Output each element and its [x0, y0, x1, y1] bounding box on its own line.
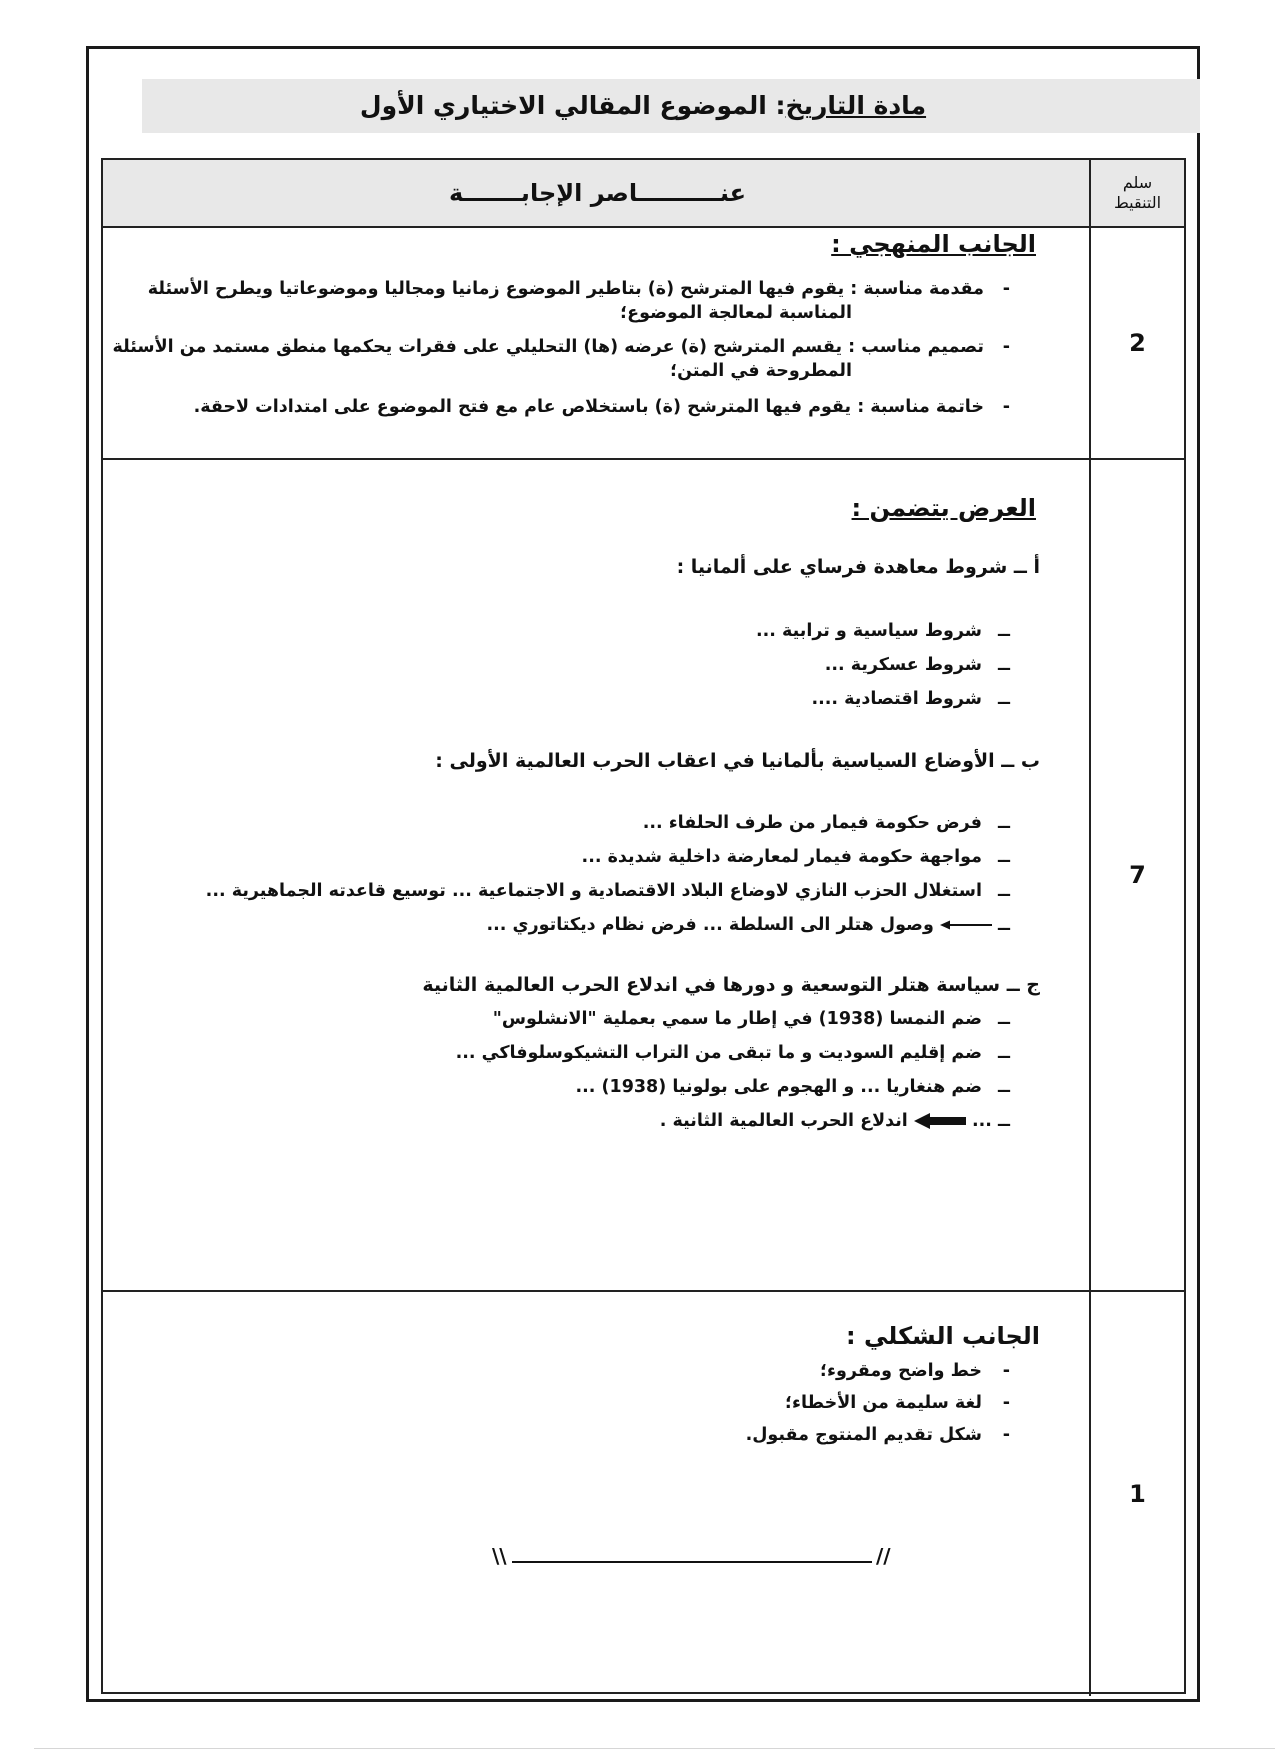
section-a-label: أ ــ شروط معاهدة فرساي على ألمانيا : [676, 556, 1040, 578]
section-c-item-3-dash: ــ [998, 1077, 1010, 1097]
table-header-row [103, 160, 1184, 228]
methodology-score: 2 [1089, 228, 1184, 458]
section-b-item-4-dash: ــ [998, 915, 1010, 935]
form-title: الجانب الشكلي : [846, 1322, 1040, 1350]
bold-arrow-left-icon [914, 1113, 966, 1129]
form-score: 1 [1089, 1292, 1184, 1696]
section-a-item-1-dash: ــ [998, 621, 1010, 641]
methodology-content [103, 228, 1092, 458]
section-c-item-3: ضم هنغاريا ... و الهجوم على بولونيا (1938) ... [575, 1077, 982, 1097]
arrow-left-icon [940, 920, 992, 930]
answer-elements-header [103, 160, 1092, 226]
answer-table [101, 158, 1186, 1694]
end-mark [492, 1544, 892, 1568]
score-header [1089, 160, 1184, 226]
form-item-1-dash: - [1002, 1361, 1010, 1381]
presentation-content [103, 460, 1092, 1290]
presentation-row [103, 460, 1184, 1292]
form-item-2-dash: - [1002, 1393, 1010, 1413]
section-b-item-3-dash: ــ [998, 881, 1010, 901]
section-c-item-4 [660, 1110, 1010, 1132]
section-a-item-3-dash: ــ [998, 689, 1010, 709]
form-item-3-dash: - [1002, 1425, 1010, 1445]
form-item-1: خط واضح ومقروء؛ [820, 1361, 982, 1381]
presentation-score: 7 [1089, 460, 1184, 1290]
section-c-item-2-dash: ــ [998, 1043, 1010, 1063]
section-b-item-1-dash: ــ [998, 813, 1010, 833]
methodology-row [103, 228, 1184, 460]
section-c-item-2: ضم إقليم السوديت و ما تبقى من التراب التشيكوسلوفاكي ... [455, 1043, 982, 1063]
section-c-item-1: ضم النمسا (1938) في إطار ما سمي بعملية "الانشلوس" [492, 1009, 982, 1029]
section-c-item-4-before: ... [971, 1111, 992, 1131]
page-bottom-rule [34, 1748, 1275, 1749]
form-item-3: شكل تقديم المنتوج مقبول. [745, 1425, 982, 1445]
methodology-item-3-line1: خاتمة مناسبة : يقوم فيها المترشح (ة) باستخلاص عام مع فتح الموضوع على امتدادات لاحقة. [193, 397, 984, 417]
section-a-item-2-dash: ــ [998, 655, 1010, 675]
end-mark-rule [512, 1544, 872, 1568]
methodology-item-2-line1: تصميم مناسب : يقسم المترشح (ة) عرضه (ها) التحليلي على فقرات يحكمها منطق مستمد من الأسئلة [112, 337, 984, 357]
form-row [103, 1292, 1184, 1696]
score-header-line2: التنقيط [1113, 193, 1162, 212]
section-b-item-1: فرض حكومة فيمار من طرف الحلفاء ... [642, 813, 982, 833]
section-b-item-2-dash: ــ [998, 847, 1010, 867]
section-a-item-3: شروط اقتصادية .... [811, 689, 982, 709]
methodology-title: الجانب المنهجي : [831, 230, 1036, 258]
section-b-item-3: استغلال الحزب النازي لاوضاع البلاد الاقتصادية و الاجتماعية ... توسيع قاعدته الجماهيرية ... [205, 881, 982, 901]
score-header-line1: سلم [1122, 173, 1153, 192]
section-c-label: ج ــ سياسة هتلر التوسعية و دورها في اندلاع الحرب العالمية الثانية [422, 974, 1040, 996]
title-subject: مادة التاريخ [785, 91, 927, 120]
section-b-item-2: مواجهة حكومة فيمار لمعارضة داخلية شديدة ... [581, 847, 982, 867]
form-item-2: لغة سليمة من الأخطاء؛ [785, 1393, 982, 1413]
section-a-item-1: شروط سياسية و ترابية ... [755, 621, 982, 641]
section-a-item-2: شروط عسكرية ... [824, 655, 982, 675]
section-b-item-4 [487, 914, 1011, 936]
presentation-title: العرض يتضمن : [851, 494, 1036, 522]
title-rest: : الموضوع المقالي الاختياري الأول [359, 91, 786, 120]
methodology-item-3-dash: - [1002, 397, 1010, 417]
section-b-item-4-text: وصول هتلر الى السلطة ... فرض نظام ديكتاتوري ... [486, 915, 934, 935]
methodology-item-1-line1: مقدمة مناسبة : يقوم فيها المترشح (ة) بتاطير الموضوع زمانيا ومجاليا وموضوعاتيا ويطرح الأسئلة [147, 279, 984, 299]
form-content [103, 1292, 1092, 1696]
answer-elements-label: عنــــــــــاصر الإجابـــــــة [448, 179, 747, 207]
methodology-item-1-dash: - [1002, 279, 1010, 299]
section-c-item-4-dash: ــ [998, 1111, 1010, 1131]
methodology-item-2-line2: المطروحة في المتن؛ [670, 361, 852, 381]
section-c-item-1-dash: ــ [998, 1009, 1010, 1029]
section-b-label: ب ــ الأوضاع السياسية بألمانيا في اعقاب الحرب العالمية الأولى : [435, 750, 1040, 772]
methodology-item-2-dash: - [1002, 337, 1010, 357]
methodology-item-1-line2: المناسبة لمعالجة الموضوع؛ [620, 303, 852, 323]
page-title [89, 91, 1197, 120]
end-mark-left: \\ [492, 1544, 507, 1568]
section-c-item-4-text: اندلاع الحرب العالمية الثانية . [659, 1111, 908, 1131]
end-mark-right: // [876, 1544, 891, 1568]
